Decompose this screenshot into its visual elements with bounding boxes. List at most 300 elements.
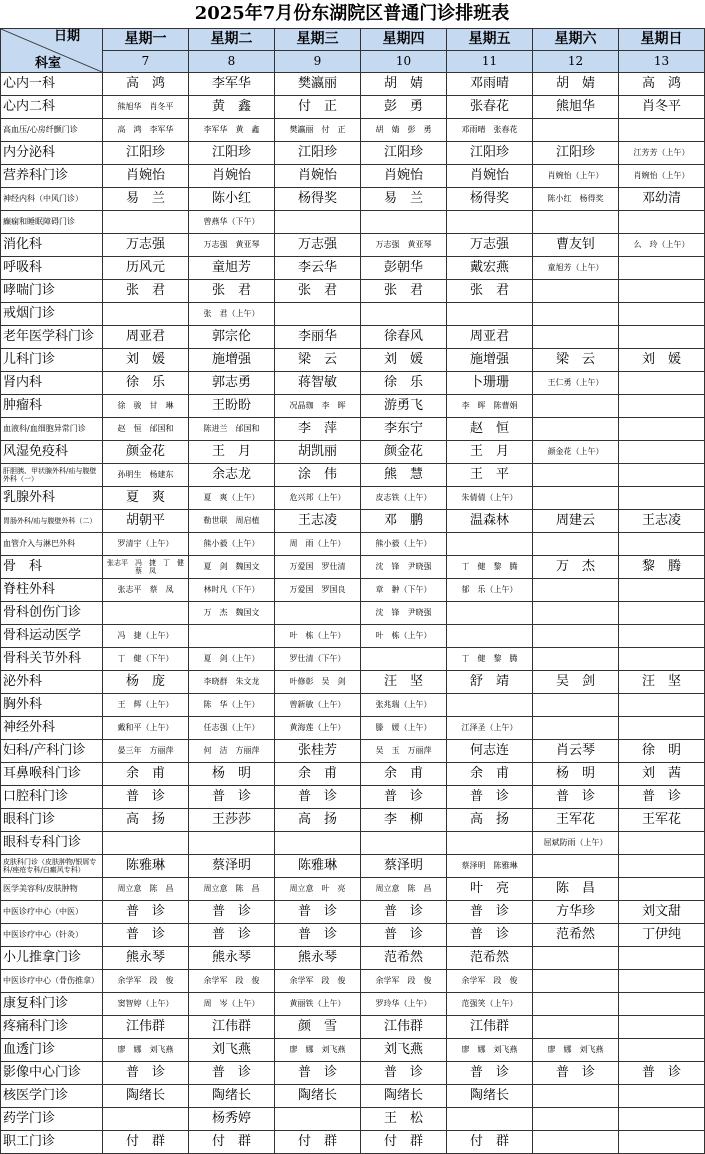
department-cell: 影像中心门诊 bbox=[1, 1062, 103, 1085]
department-cell: 乳腺外科 bbox=[1, 487, 103, 510]
table-row bbox=[1, 901, 705, 924]
table-row bbox=[1, 648, 705, 671]
schedule-cell: 叶 栋（上午） bbox=[275, 625, 361, 648]
schedule-cell: 汪 坚 bbox=[361, 671, 447, 694]
department-cell: 药学门诊 bbox=[1, 1108, 103, 1131]
schedule-cell: 付 群 bbox=[103, 1131, 189, 1154]
schedule-cell bbox=[533, 211, 619, 234]
schedule-cell: 丁 健（下午） bbox=[103, 648, 189, 671]
schedule-cell: 刘飞燕 bbox=[361, 1039, 447, 1062]
schedule-cell bbox=[619, 878, 705, 901]
department-cell: 耳鼻喉科门诊 bbox=[1, 763, 103, 786]
day-header: 星期三 bbox=[275, 29, 361, 51]
schedule-cell: 涂 伟 bbox=[275, 464, 361, 487]
date-header: 7 bbox=[103, 51, 189, 73]
schedule-cell: 普 诊 bbox=[447, 786, 533, 809]
schedule-cell: 陈 昌 bbox=[533, 878, 619, 901]
schedule-cell bbox=[619, 257, 705, 280]
schedule-cell: 章 翀（下午） bbox=[361, 579, 447, 602]
schedule-cell: 黄 鑫 bbox=[189, 96, 275, 119]
schedule-cell: 熊小毅（上午） bbox=[189, 533, 275, 556]
department-cell: 儿科门诊 bbox=[1, 349, 103, 372]
department-cell: 妇科/产科门诊 bbox=[1, 740, 103, 763]
schedule-cell: 丁 健 黎 腾 bbox=[447, 556, 533, 579]
schedule-cell: 江伟群 bbox=[361, 1016, 447, 1039]
schedule-cell: 黎 腾 bbox=[619, 556, 705, 579]
schedule-cell: 范强笑（上午） bbox=[447, 993, 533, 1016]
schedule-cell: 么 玲（上午） bbox=[619, 234, 705, 257]
schedule-cell: 罗仕清（下午） bbox=[275, 648, 361, 671]
table-row bbox=[1, 579, 705, 602]
schedule-cell: 童旭芳（上午） bbox=[533, 257, 619, 280]
schedule-cell: 吴 玉 万丽萍 bbox=[361, 740, 447, 763]
table-row bbox=[1, 303, 705, 326]
schedule-cell: 王仁勇（上午） bbox=[533, 372, 619, 395]
schedule-cell: 陈雅琳 bbox=[103, 855, 189, 878]
schedule-cell: 施增强 bbox=[189, 349, 275, 372]
schedule-cell: 晏三年 方丽萍 bbox=[103, 740, 189, 763]
schedule-cell: 江芳芳（上午） bbox=[619, 142, 705, 165]
schedule-cell: 杨 明 bbox=[189, 763, 275, 786]
schedule-cell: 万志强 bbox=[103, 234, 189, 257]
schedule-cell: 张兆瑞（上午） bbox=[361, 694, 447, 717]
schedule-cell: 陶绪长 bbox=[103, 1085, 189, 1108]
schedule-cell: 郭宗伦 bbox=[189, 326, 275, 349]
schedule-cell: 夏 爽（上午） bbox=[189, 487, 275, 510]
schedule-cell bbox=[533, 119, 619, 142]
department-cell: 眼科专科门诊 bbox=[1, 832, 103, 855]
schedule-cell bbox=[619, 602, 705, 625]
schedule-cell bbox=[447, 625, 533, 648]
table-row bbox=[1, 96, 705, 119]
schedule-cell: 颜金花 bbox=[361, 441, 447, 464]
table-row bbox=[1, 671, 705, 694]
schedule-cell bbox=[533, 579, 619, 602]
schedule-cell bbox=[103, 1108, 189, 1131]
schedule-cell bbox=[619, 1131, 705, 1154]
department-cell: 营养科门诊 bbox=[1, 165, 103, 188]
schedule-cell: 普 诊 bbox=[533, 786, 619, 809]
schedule-cell bbox=[533, 487, 619, 510]
schedule-cell: 高 鸿 bbox=[619, 73, 705, 96]
schedule-cell bbox=[619, 648, 705, 671]
schedule-cell bbox=[619, 579, 705, 602]
schedule-cell: 李军华 bbox=[189, 73, 275, 96]
schedule-cell bbox=[361, 303, 447, 326]
table-row bbox=[1, 832, 705, 855]
schedule-cell: 陈小红 bbox=[189, 188, 275, 211]
schedule-cell: 吴 剑 bbox=[533, 671, 619, 694]
department-cell: 小儿推拿门诊 bbox=[1, 947, 103, 970]
schedule-cell: 周立意 陈 昌 bbox=[361, 878, 447, 901]
schedule-cell: 张 君（上午） bbox=[189, 303, 275, 326]
schedule-cell: 游勇飞 bbox=[361, 395, 447, 418]
schedule-cell bbox=[619, 1108, 705, 1131]
schedule-cell: 孙明生 杨建东 bbox=[103, 464, 189, 487]
schedule-cell bbox=[103, 602, 189, 625]
department-cell: 职工门诊 bbox=[1, 1131, 103, 1154]
schedule-cell: 胡 婧 彭 勇 bbox=[361, 119, 447, 142]
schedule-cell: 李军华 黄 鑫 bbox=[189, 119, 275, 142]
schedule-cell: 危兴邦（上午） bbox=[275, 487, 361, 510]
schedule-cell bbox=[619, 832, 705, 855]
schedule-cell: 熊永琴 bbox=[189, 947, 275, 970]
department-cell: 眼科门诊 bbox=[1, 809, 103, 832]
schedule-cell bbox=[189, 625, 275, 648]
schedule-cell: 江阳珍 bbox=[533, 142, 619, 165]
table-row bbox=[1, 142, 705, 165]
schedule-cell: 万志强 bbox=[275, 234, 361, 257]
day-header: 星期二 bbox=[189, 29, 275, 51]
schedule-cell: 易 兰 bbox=[361, 188, 447, 211]
department-cell: 肾内科 bbox=[1, 372, 103, 395]
schedule-cell: 肖婉怡 bbox=[361, 165, 447, 188]
schedule-cell: 刘飞燕 bbox=[189, 1039, 275, 1062]
schedule-cell bbox=[533, 464, 619, 487]
schedule-cell: 熊永琴 bbox=[275, 947, 361, 970]
department-cell: 骨科创伤门诊 bbox=[1, 602, 103, 625]
table-row bbox=[1, 349, 705, 372]
department-cell: 医学美容科/皮肤肿物 bbox=[1, 878, 103, 901]
schedule-cell: 肖婉怡 bbox=[103, 165, 189, 188]
table-row bbox=[1, 625, 705, 648]
schedule-cell: 杨得奖 bbox=[447, 188, 533, 211]
table-row bbox=[1, 280, 705, 303]
table-row bbox=[1, 395, 705, 418]
department-cell: 风湿免疫科 bbox=[1, 441, 103, 464]
schedule-cell: 普 诊 bbox=[361, 786, 447, 809]
department-cell: 泌外科 bbox=[1, 671, 103, 694]
schedule-cell: 廖 娜 刘飞燕 bbox=[533, 1039, 619, 1062]
schedule-cell bbox=[275, 211, 361, 234]
department-cell: 哮喘门诊 bbox=[1, 280, 103, 303]
schedule-cell: 丁伊纯 bbox=[619, 924, 705, 947]
schedule-cell bbox=[361, 832, 447, 855]
schedule-cell: 任志强（上午） bbox=[189, 717, 275, 740]
table-row bbox=[1, 786, 705, 809]
department-cell: 口腔科门诊 bbox=[1, 786, 103, 809]
schedule-cell: 冯 捷（上午） bbox=[103, 625, 189, 648]
schedule-cell: 彭朝华 bbox=[361, 257, 447, 280]
page-title: 2025年7月份东湖院区普通门诊排班表 bbox=[194, 3, 510, 24]
table-row bbox=[1, 211, 705, 234]
schedule-cell bbox=[447, 211, 533, 234]
department-cell: 血透门诊 bbox=[1, 1039, 103, 1062]
schedule-cell: 余 甫 bbox=[103, 763, 189, 786]
schedule-cell bbox=[533, 395, 619, 418]
schedule-cell: 曾燕华（下午） bbox=[189, 211, 275, 234]
schedule-cell: 普 诊 bbox=[103, 901, 189, 924]
table-row bbox=[1, 464, 705, 487]
table-row bbox=[1, 441, 705, 464]
department-cell: 内分泌科 bbox=[1, 142, 103, 165]
schedule-cell: 付 群 bbox=[275, 1131, 361, 1154]
schedule-cell: 张 君 bbox=[361, 280, 447, 303]
schedule-cell: 廖 娜 刘飞燕 bbox=[447, 1039, 533, 1062]
schedule-cell: 余学军 段 俊 bbox=[275, 970, 361, 993]
department-cell: 中医诊疗中心（中医） bbox=[1, 901, 103, 924]
schedule-cell bbox=[533, 1085, 619, 1108]
schedule-cell bbox=[533, 533, 619, 556]
schedule-cell: 颜 雪 bbox=[275, 1016, 361, 1039]
schedule-cell: 普 诊 bbox=[275, 901, 361, 924]
table-row bbox=[1, 533, 705, 556]
table-row bbox=[1, 73, 705, 96]
table-row bbox=[1, 717, 705, 740]
schedule-cell: 梁 云 bbox=[533, 349, 619, 372]
schedule-cell: 何志连 bbox=[447, 740, 533, 763]
schedule-cell: 周 岑（上午） bbox=[189, 993, 275, 1016]
schedule-cell: 普 诊 bbox=[103, 1062, 189, 1085]
schedule-cell bbox=[447, 533, 533, 556]
schedule-cell: 普 诊 bbox=[361, 1062, 447, 1085]
schedule-cell: 普 诊 bbox=[361, 901, 447, 924]
schedule-cell: 王 松 bbox=[361, 1108, 447, 1131]
schedule-cell: 王军花 bbox=[533, 809, 619, 832]
schedule-cell bbox=[619, 1085, 705, 1108]
schedule-cell: 徐 乐 bbox=[103, 372, 189, 395]
schedule-cell: 普 诊 bbox=[447, 1062, 533, 1085]
department-cell: 胃肠外科/疝与腹壁外科（二） bbox=[1, 510, 103, 533]
schedule-cell: 徐 乐 bbox=[361, 372, 447, 395]
schedule-cell: 蔡泽明 bbox=[189, 855, 275, 878]
department-cell: 神经外科 bbox=[1, 717, 103, 740]
schedule-cell: 王 平 bbox=[447, 464, 533, 487]
schedule-cell: 杨秀婷 bbox=[189, 1108, 275, 1131]
header-dates-row bbox=[1, 51, 705, 73]
schedule-cell bbox=[619, 533, 705, 556]
schedule-cell bbox=[619, 487, 705, 510]
schedule-cell: 李 萍 bbox=[275, 418, 361, 441]
schedule-cell bbox=[533, 855, 619, 878]
schedule-cell: 熊旭华 bbox=[533, 96, 619, 119]
schedule-cell: 叶 亮 bbox=[447, 878, 533, 901]
schedule-cell: 杨得奖 bbox=[275, 188, 361, 211]
schedule-cell: 普 诊 bbox=[447, 924, 533, 947]
schedule-cell: 江阳珍 bbox=[103, 142, 189, 165]
day-header: 星期日 bbox=[619, 29, 705, 51]
schedule-cell bbox=[619, 303, 705, 326]
schedule-cell: 刘 媛 bbox=[103, 349, 189, 372]
schedule-cell: 黄丽铁（上午） bbox=[275, 993, 361, 1016]
schedule-cell: 万 杰 bbox=[533, 556, 619, 579]
schedule-cell: 周立意 陈 昌 bbox=[103, 878, 189, 901]
schedule-cell bbox=[275, 1108, 361, 1131]
schedule-cell: 蔡泽明 bbox=[361, 855, 447, 878]
schedule-cell bbox=[619, 326, 705, 349]
schedule-cell: 王 月 bbox=[447, 441, 533, 464]
schedule-cell: 余 甫 bbox=[361, 763, 447, 786]
schedule-cell: 刘 茜 bbox=[619, 763, 705, 786]
schedule-cell: 蔡泽明 陈雅琳 bbox=[447, 855, 533, 878]
schedule-cell: 肖婉怡 bbox=[189, 165, 275, 188]
schedule-cell: 张桂芳 bbox=[275, 740, 361, 763]
schedule-cell: 万 杰 魏国文 bbox=[189, 602, 275, 625]
schedule-cell: 高 扬 bbox=[275, 809, 361, 832]
schedule-cell: 王军花 bbox=[619, 809, 705, 832]
schedule-cell: 万爱国 罗国良 bbox=[275, 579, 361, 602]
table-row bbox=[1, 947, 705, 970]
table-row bbox=[1, 1039, 705, 1062]
schedule-cell: 陈小红 杨得奖 bbox=[533, 188, 619, 211]
schedule-cell: 赵 恒 bbox=[447, 418, 533, 441]
schedule-cell: 李晓群 朱文龙 bbox=[189, 671, 275, 694]
schedule-cell bbox=[533, 326, 619, 349]
department-cell: 肝胆胰、甲状腺外科/疝与腹壁外科（一） bbox=[1, 464, 103, 487]
schedule-cell: 王 月 bbox=[189, 441, 275, 464]
schedule-cell: 熊旭华 肖冬平 bbox=[103, 96, 189, 119]
schedule-cell: 窦智婷（上午） bbox=[103, 993, 189, 1016]
table-row bbox=[1, 257, 705, 280]
table-row bbox=[1, 1108, 705, 1131]
schedule-cell bbox=[533, 717, 619, 740]
schedule-cell: 高 扬 bbox=[447, 809, 533, 832]
schedule-cell: 李丽华 bbox=[275, 326, 361, 349]
corner-dept-label: 科室 bbox=[35, 56, 62, 72]
department-cell: 心内一科 bbox=[1, 73, 103, 96]
schedule-cell bbox=[619, 970, 705, 993]
schedule-cell bbox=[533, 1016, 619, 1039]
day-header: 星期四 bbox=[361, 29, 447, 51]
date-header: 11 bbox=[447, 51, 533, 73]
schedule-cell: 周立意 陈 昌 bbox=[189, 878, 275, 901]
table-row bbox=[1, 1085, 705, 1108]
schedule-cell: 范希然 bbox=[447, 947, 533, 970]
schedule-cell: 肖婉怡 bbox=[447, 165, 533, 188]
schedule-cell: 颜金花 bbox=[103, 441, 189, 464]
schedule-cell bbox=[619, 441, 705, 464]
schedule-cell: 万爱国 罗仕清 bbox=[275, 556, 361, 579]
schedule-cell: 万志强 黄亚琴 bbox=[189, 234, 275, 257]
schedule-cell: 颜金花（上午） bbox=[533, 441, 619, 464]
table-row bbox=[1, 878, 705, 901]
schedule-cell: 胡 婧 bbox=[533, 73, 619, 96]
table-row bbox=[1, 119, 705, 142]
schedule-cell: 王盼盼 bbox=[189, 395, 275, 418]
schedule-cell: 丁 健 黎 腾 bbox=[447, 648, 533, 671]
schedule-cell bbox=[447, 602, 533, 625]
date-header: 12 bbox=[533, 51, 619, 73]
schedule-cell: 熊 慧 bbox=[361, 464, 447, 487]
schedule-cell: 普 诊 bbox=[533, 1062, 619, 1085]
schedule-cell: 李东宁 bbox=[361, 418, 447, 441]
department-cell: 癫痫和睡眠障碍门诊 bbox=[1, 211, 103, 234]
table-row bbox=[1, 740, 705, 763]
schedule-cell: 普 诊 bbox=[619, 1062, 705, 1085]
schedule-cell: 樊瀛丽 付 正 bbox=[275, 119, 361, 142]
schedule-cell: 陶绪长 bbox=[189, 1085, 275, 1108]
schedule-cell bbox=[619, 395, 705, 418]
schedule-cell: 陈 华（上午） bbox=[189, 694, 275, 717]
schedule-cell: 普 诊 bbox=[103, 924, 189, 947]
date-header: 13 bbox=[619, 51, 705, 73]
table-row bbox=[1, 510, 705, 533]
schedule-cell: 周立意 叶 亮 bbox=[275, 878, 361, 901]
schedule-cell: 张志平 冯 捷 丁 健 蔡 凤 bbox=[103, 556, 189, 579]
schedule-cell: 普 诊 bbox=[189, 786, 275, 809]
schedule-cell: 江伟群 bbox=[189, 1016, 275, 1039]
schedule-cell: 邓幼清 bbox=[619, 188, 705, 211]
schedule-cell bbox=[533, 993, 619, 1016]
department-cell: 神经内科（中风门诊） bbox=[1, 188, 103, 211]
schedule-cell: 历风元 bbox=[103, 257, 189, 280]
schedule-cell bbox=[619, 1039, 705, 1062]
schedule-cell: 陈雅琳 bbox=[275, 855, 361, 878]
schedule-cell bbox=[275, 303, 361, 326]
schedule-cell: 陶绪长 bbox=[275, 1085, 361, 1108]
schedule-cell: 滕 媛（上午） bbox=[361, 717, 447, 740]
table-row bbox=[1, 165, 705, 188]
schedule-cell: 高 扬 bbox=[103, 809, 189, 832]
schedule-cell: 张 君 bbox=[447, 280, 533, 303]
schedule-cell: 彭 勇 bbox=[361, 96, 447, 119]
table-row bbox=[1, 809, 705, 832]
schedule-cell: 邓 鹏 bbox=[361, 510, 447, 533]
schedule-cell: 普 诊 bbox=[189, 1062, 275, 1085]
table-row bbox=[1, 970, 705, 993]
schedule-cell: 万志强 黄亚琴 bbox=[361, 234, 447, 257]
schedule-cell: 胡朝平 bbox=[103, 510, 189, 533]
schedule-cell bbox=[619, 464, 705, 487]
schedule-cell: 张 君 bbox=[275, 280, 361, 303]
schedule-cell: 杨 明 bbox=[533, 763, 619, 786]
schedule-cell bbox=[533, 648, 619, 671]
day-header: 星期六 bbox=[533, 29, 619, 51]
schedule-cell: 陈进兰 邰国和 bbox=[189, 418, 275, 441]
schedule-cell bbox=[533, 303, 619, 326]
schedule-cell: 高 鸿 bbox=[103, 73, 189, 96]
table-row bbox=[1, 993, 705, 1016]
schedule-cell bbox=[619, 211, 705, 234]
table-row bbox=[1, 763, 705, 786]
schedule-cell: 张 君 bbox=[103, 280, 189, 303]
schedule-cell: 沈 锋 尹晓强 bbox=[361, 556, 447, 579]
schedule-cell bbox=[533, 970, 619, 993]
schedule-cell: 沈 锋 尹晓强 bbox=[361, 602, 447, 625]
schedule-cell: 汪 坚 bbox=[619, 671, 705, 694]
schedule-cell: 刘文甜 bbox=[619, 901, 705, 924]
schedule-cell bbox=[447, 832, 533, 855]
schedule-cell: 肖婉怡（上午） bbox=[533, 165, 619, 188]
schedule-cell: 卜珊珊 bbox=[447, 372, 533, 395]
schedule-cell bbox=[619, 717, 705, 740]
schedule-cell: 熊小毅（上午） bbox=[361, 533, 447, 556]
schedule-cell: 郁 乐（上午） bbox=[447, 579, 533, 602]
schedule-cell: 赵 恒 邰国和 bbox=[103, 418, 189, 441]
schedule-cell: 杨 庞 bbox=[103, 671, 189, 694]
schedule-cell: 江阳珍 bbox=[189, 142, 275, 165]
schedule-cell: 屈斌防雨（上午） bbox=[533, 832, 619, 855]
department-cell: 肿瘤科 bbox=[1, 395, 103, 418]
schedule-cell: 邓雨晴 bbox=[447, 73, 533, 96]
schedule-cell: 李云华 bbox=[275, 257, 361, 280]
schedule-cell: 王莎莎 bbox=[189, 809, 275, 832]
department-cell: 呼吸科 bbox=[1, 257, 103, 280]
schedule-cell bbox=[533, 280, 619, 303]
schedule-cell: 邓雨晴 张春花 bbox=[447, 119, 533, 142]
schedule-cell: 普 诊 bbox=[189, 924, 275, 947]
schedule-body bbox=[1, 29, 705, 1154]
schedule-cell bbox=[275, 602, 361, 625]
schedule-cell: 叶 栋（上午） bbox=[361, 625, 447, 648]
schedule-cell: 温森林 bbox=[447, 510, 533, 533]
schedule-cell: 廖 娜 刘飞燕 bbox=[275, 1039, 361, 1062]
schedule-cell bbox=[533, 1131, 619, 1154]
department-cell: 康复科门诊 bbox=[1, 993, 103, 1016]
table-row bbox=[1, 372, 705, 395]
schedule-cell: 徐 明 bbox=[619, 740, 705, 763]
table-row bbox=[1, 234, 705, 257]
